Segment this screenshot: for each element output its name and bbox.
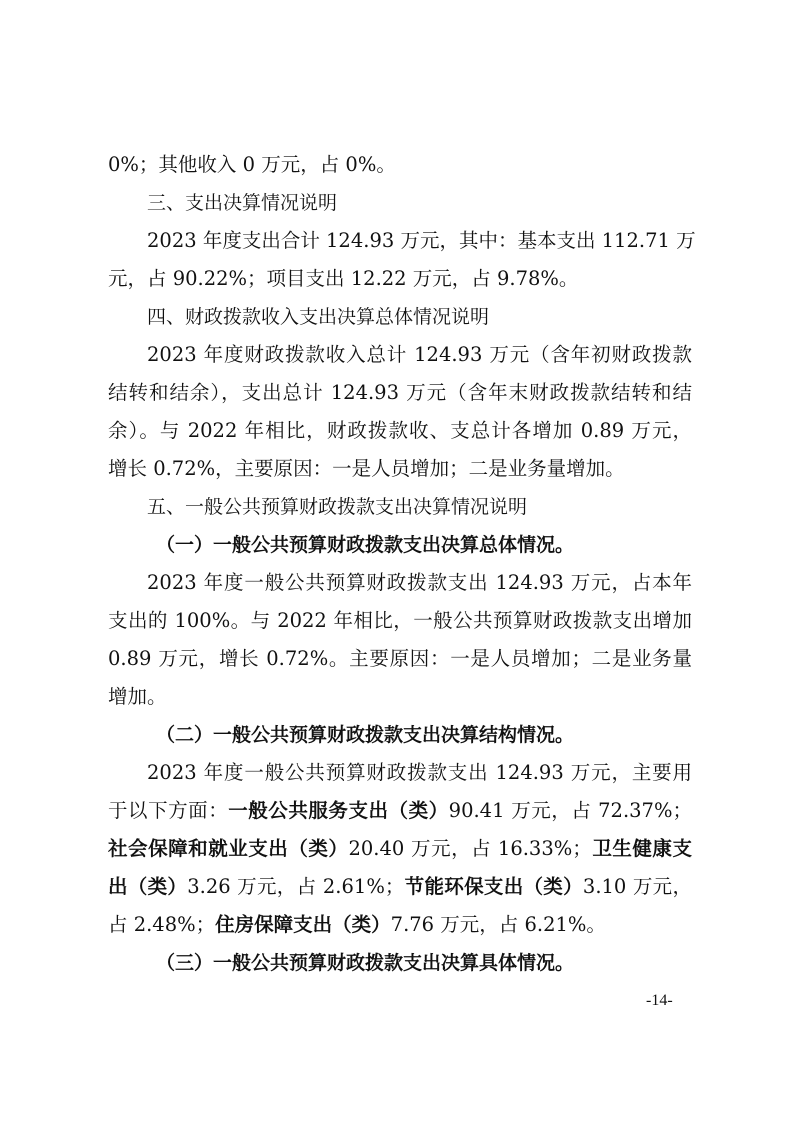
line-text: 90.41 万元，占 72.37%； <box>448 799 692 822</box>
category-energy-environment: 节能环保支出（类） <box>404 875 583 898</box>
paragraph-line: 支出的 100%。与 2022 年相比，一般公共预算财政拨款支出增加 <box>108 609 692 632</box>
category-housing: 住房保障支出（类） <box>215 913 391 936</box>
paragraph-line: 2023 年度一般公共预算财政拨款支出 124.93 万元，主要用 <box>147 761 692 784</box>
category-health-part: 卫生健康支 <box>591 837 692 860</box>
paragraph-line: 0%；其他收入 0 万元，占 0%。 <box>108 153 396 176</box>
section-heading-expenditure: 三、支出决算情况说明 <box>147 192 338 214</box>
paragraph-line: 增长 0.72%，主要原因：一是人员增加；二是业务量增加。 <box>108 457 625 480</box>
paragraph-line: 2023 年度一般公共预算财政拨款支出 124.93 万元，占本年 <box>147 571 692 594</box>
paragraph-line: 2023 年度财政拨款收入总计 124.93 万元（含年初财政拨款 <box>147 343 692 366</box>
subsection-heading-details: （三）一般公共预算财政拨款支出决算具体情况。 <box>156 952 575 974</box>
line-text: 占 2.48%； <box>108 913 216 936</box>
section-heading-general-budget: 五、一般公共预算财政拨款支出决算情况说明 <box>147 496 528 518</box>
paragraph-line: 2023 年度支出合计 124.93 万元，其中：基本支出 112.71 万 <box>147 229 696 252</box>
section-heading-fiscal-overall: 四、财政拨款收入支出决算总体情况说明 <box>147 306 490 328</box>
paragraph-line: 0.89 万元，增长 0.72%。主要原因：一是人员增加；二是业务量 <box>108 647 692 670</box>
line-text: 3.10 万元， <box>582 875 692 898</box>
paragraph-line <box>108 906 692 944</box>
subsection-heading-structure: （二）一般公共预算财政拨款支出决算结构情况。 <box>156 724 575 746</box>
paragraph-line <box>108 792 692 830</box>
paragraph-line: 元，占 90.22%；项目支出 12.22 万元，占 9.78%。 <box>108 267 579 290</box>
line-text: 20.40 万元，占 16.33%； <box>348 837 592 860</box>
category-health-part: 出（类） <box>108 875 188 898</box>
category-general-public-services: 一般公共服务支出（类） <box>228 799 449 822</box>
paragraph-line: 结转和结余），支出总计 124.93 万元（含年末财政拨款结转和结 <box>108 381 692 404</box>
category-social-security: 社会保障和就业支出（类） <box>108 837 349 860</box>
line-text: 3.26 万元，占 2.61%； <box>187 875 405 898</box>
paragraph-line <box>108 830 692 868</box>
paragraph-line: 增加。 <box>108 685 167 708</box>
subsection-heading-overall: （一）一般公共预算财政拨款支出决算总体情况。 <box>156 534 575 556</box>
paragraph-line: 余）。与 2022 年相比，财政拨款收、支总计各增加 0.89 万元， <box>108 419 692 442</box>
line-text: 7.76 万元，占 6.21%。 <box>390 913 606 936</box>
page-number: -14- <box>646 992 673 1009</box>
paragraph-line <box>108 868 692 906</box>
body-text <box>108 146 696 982</box>
line-text: 于以下方面： <box>108 799 229 822</box>
